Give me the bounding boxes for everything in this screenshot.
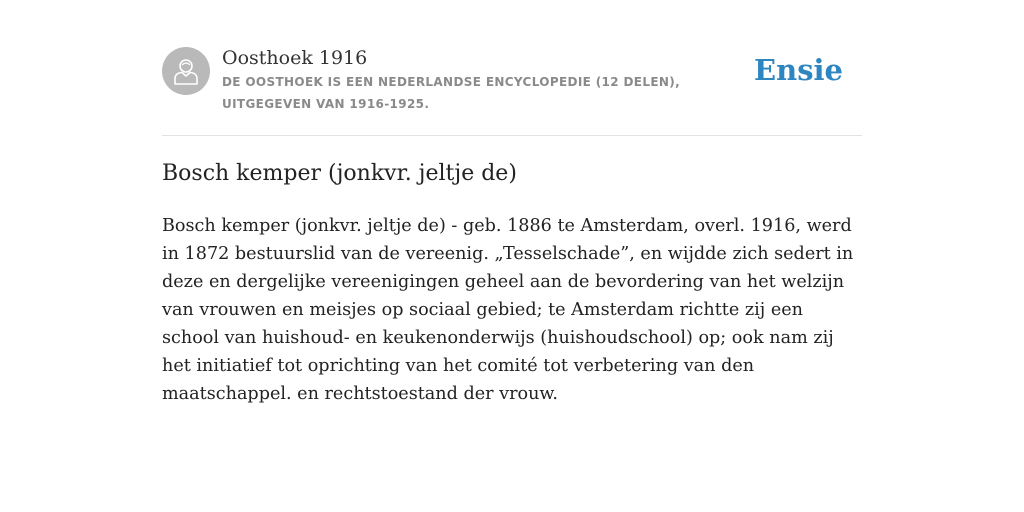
article-card bbox=[162, 0, 862, 512]
header-divider bbox=[162, 135, 862, 136]
user-silhouette-icon[interactable] bbox=[162, 47, 210, 95]
entry-body: Bosch kemper (jonkvr. jeltje de) - geb. 1886 te Amsterdam, overl. 1916, werd in 1872 bestuurslid van de vereenig. „Tesselschade”, en wijdde zich sedert in deze en dergelijke vereenigingen geheel aan de bevordering van het welzijn van vrouwen en meisjes op sociaal gebied; te Amsterdam richtte zij een school van huishoud- en keukenonderwijs (huishoudschool) op; ook nam zij het initiatief tot oprichting van het comité tot verbetering van den maatschappel. en rechtstoestand der vrouw. bbox=[162, 216, 854, 404]
source-description: DE OOSTHOEK IS EEN NEDERLANDSE ENCYCLOPEDIE (12 DELEN), UITGEGEVEN VAN 1916-1925. bbox=[222, 75, 681, 111]
source-title[interactable]: Oosthoek 1916 bbox=[222, 47, 368, 69]
entry-title: Bosch kemper (jonkvr. jeltje de) bbox=[162, 161, 517, 186]
source-header bbox=[162, 46, 862, 136]
avatar-glyph bbox=[173, 57, 199, 85]
brand-logo[interactable]: Ensie bbox=[754, 53, 843, 87]
